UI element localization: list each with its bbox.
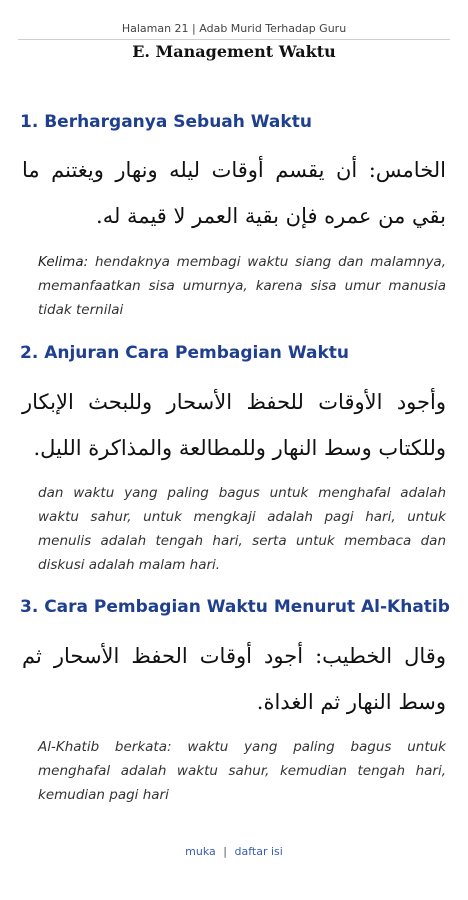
table-of-contents-link[interactable]: daftar isi bbox=[234, 845, 283, 858]
translation-body: hendaknya membagi waktu siang dan malamnya, memanfaatkan sisa umurnya, karena sisa umur manusia tidak ternilai bbox=[38, 254, 446, 318]
chapter-title: E. Management Waktu bbox=[132, 42, 336, 61]
nav-separator: | bbox=[223, 845, 227, 858]
arabic-text-1: الخامس: أن يقسم أوقات ليله ونهار ويغتنم ما بقي من عمره فإن بقية العمر لا قيمة له. bbox=[22, 158, 446, 228]
translation-lead: Kelima: bbox=[38, 254, 89, 270]
translation-3: Al-Khatib berkata: waktu yang paling bagus untuk menghafal adalah waktu sahur, kemudian tengah hari, kemudian pagi hari bbox=[38, 739, 446, 803]
footer-navigation bbox=[0, 845, 468, 858]
running-head: Halaman 21 | Adab Murid Terhadap Guru bbox=[121, 22, 347, 35]
translation-2: dan waktu yang paling bagus untuk menghafal adalah waktu sahur, untuk mengkaji adalah pagi hari, untuk menulis adalah tengah hari, serta untuk membaca dan diskusi adalah malam hari. bbox=[38, 485, 446, 573]
section-heading-3: 3. Cara Pembagian Waktu Menurut Al-Khatib bbox=[20, 597, 450, 617]
translation-1 bbox=[38, 250, 446, 322]
home-link[interactable]: muka bbox=[185, 845, 216, 858]
section-heading-2: 2. Anjuran Cara Pembagian Waktu bbox=[20, 343, 349, 363]
arabic-text-2: وأجود الأوقات للحفظ الأسحار وللبحث الإبكار وللكتاب وسط النهار وللمطالعة والمذاكرة الليل. bbox=[22, 390, 446, 460]
section-heading-1: 1. Berharganya Sebuah Waktu bbox=[20, 112, 312, 132]
arabic-text-3: وقال الخطيب: أجود أوقات الحفظ الأسحار ثم وسط النهار ثم الغداة. bbox=[22, 644, 446, 714]
header-divider bbox=[18, 39, 450, 40]
